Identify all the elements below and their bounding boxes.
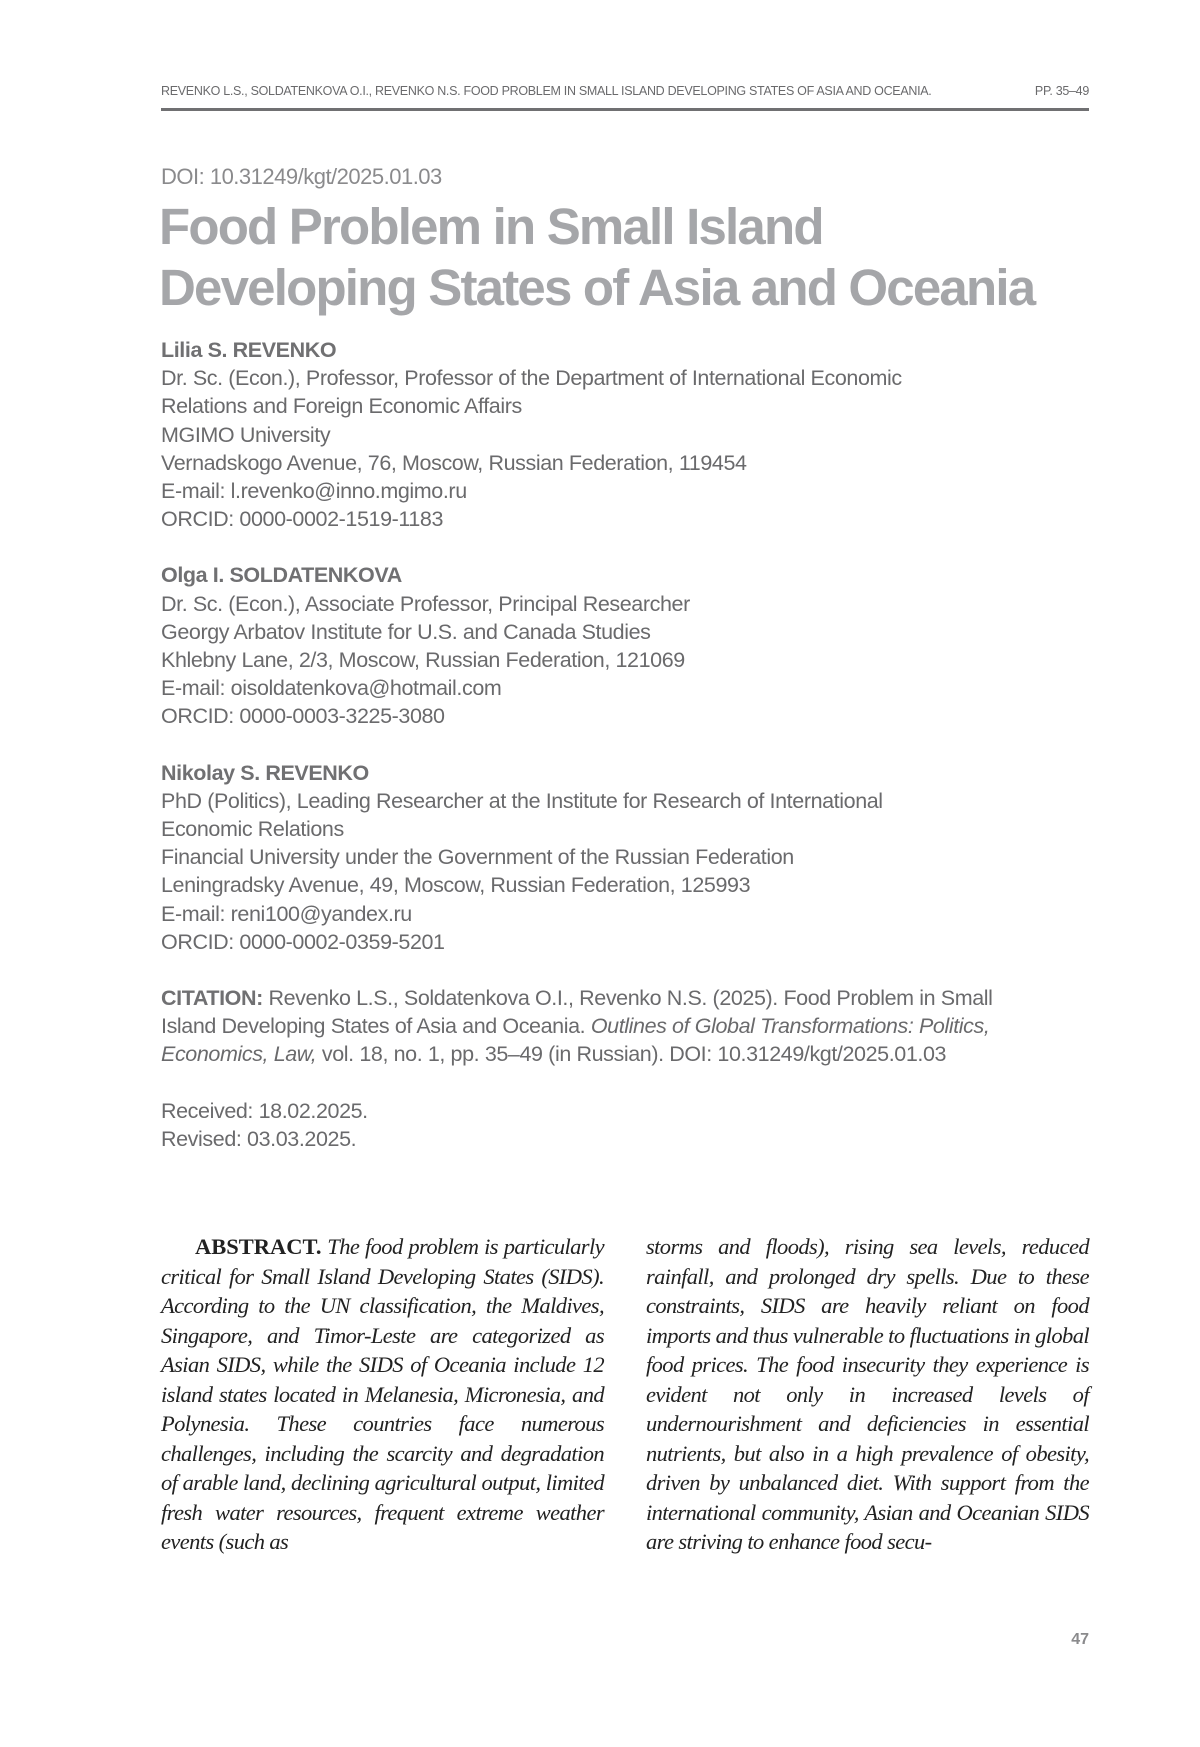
author-line: Dr. Sc. (Econ.), Professor, Professor of the Department of International Economic <box>161 366 902 391</box>
author-line: Vernadskogo Avenue, 76, Moscow, Russian Federation, 119454 <box>161 450 747 475</box>
author-line: Dr. Sc. (Econ.), Associate Professor, Principal Researcher <box>161 591 690 616</box>
author-line: MGIMO University <box>161 422 331 447</box>
abstract-text: The food problem is particularly critical for Small Island Developing States (SIDS). According to the UN classification, the Maldives, Singapore, and Timor-Leste are categorized as Asian SIDS, while the SIDS of Oceania include 12 island states located in Melanesia, Micronesia, and Polynesia. These countries face numerous challenges, including the scarcity and degradation of arable land, declining agricultural output, limited fresh water resources, frequent extreme weather events (such as <box>161 1234 604 1554</box>
abstract-column-2: storms and floods), rising sea levels, reduced rainfall, and prolonged dry spells. Due to these constraints, SIDS are heavily reliant on food imports and thus vulnerable to fluctuations in global food prices. The food insecurity they experience is evident not only in increased levels of undernourishment and deficiencies in essential nutrients, but also in a high prevalence of obesity, driven by unbalanced diet. With support from the international community, Asian and Oceanian SIDS are striving to enhance food secu- <box>646 1234 1089 1554</box>
author-email: E-mail: reni100@yandex.ru <box>161 901 412 926</box>
author-line: PhD (Politics), Leading Researcher at the Institute for Research of International <box>161 788 883 813</box>
author-block <box>161 759 1081 956</box>
revised-date: Revised: 03.03.2025. <box>161 1126 357 1151</box>
running-header-pages: PP. 35–49 <box>1034 84 1089 98</box>
header-rule <box>161 108 1089 111</box>
author-line: Georgy Arbatov Institute for U.S. and Canada Studies <box>161 619 651 644</box>
author-line: Khlebny Lane, 2/3, Moscow, Russian Federation, 121069 <box>161 648 685 673</box>
citation-text-end: vol. 18, no. 1, pp. 35–49 (in Russian). DOI: 10.31249/kgt/2025.01.03 <box>316 1042 947 1067</box>
citation-journal: Outlines of Global Transformations: Politics, Economics, Law, <box>161 1014 990 1067</box>
author-email: E-mail: l.revenko@inno.mgimo.ru <box>161 479 467 504</box>
abstract-column-1 <box>161 1232 604 1557</box>
author-line: Financial University under the Government of the Russian Federation <box>161 845 794 870</box>
received-date: Received: 18.02.2025. <box>161 1098 368 1123</box>
front-matter <box>161 336 1081 1153</box>
author-name: Nikolay S. REVENKO <box>161 760 369 785</box>
running-header <box>161 84 1089 98</box>
page-number: 47 <box>1071 1631 1089 1648</box>
running-header-text: REVENKO L.S., SOLDATENKOVA O.I., REVENKO N.S. FOOD PROBLEM IN SMALL ISLAND DEVELOPING STATES OF ASIA AND OCEANIA. <box>161 84 932 98</box>
abstract-label: ABSTRACT. <box>195 1234 322 1259</box>
author-line: Relations and Foreign Economic Affairs <box>161 394 522 419</box>
author-name: Olga I. SOLDATENKOVA <box>161 563 402 588</box>
author-line: Leningradsky Avenue, 49, Moscow, Russian Federation, 125993 <box>161 873 751 898</box>
author-name: Lilia S. REVENKO <box>161 338 337 362</box>
author-orcid: ORCID: 0000-0002-0359-5201 <box>161 929 445 954</box>
author-email: E-mail: oisoldatenkova@hotmail.com <box>161 676 502 701</box>
doi: DOI: 10.31249/kgt/2025.01.03 <box>161 164 442 189</box>
citation-label: CITATION: <box>161 986 263 1011</box>
abstract <box>161 1232 1089 1557</box>
author-line: Economic Relations <box>161 817 344 842</box>
author-orcid: ORCID: 0000-0003-3225-3080 <box>161 704 445 729</box>
author-orcid: ORCID: 0000-0002-1519-1183 <box>161 507 444 532</box>
citation-text: Revenko L.S., Soldatenkova O.I., Revenko N.S. (2025). Food Problem in Small Island Developing States of Asia and Oceania. <box>161 986 993 1039</box>
citation <box>161 984 1021 1069</box>
article-title: Food Problem in Small Island Developing States of Asia and Oceania <box>159 198 1035 316</box>
author-block <box>161 561 1081 730</box>
author-block <box>161 336 1081 533</box>
